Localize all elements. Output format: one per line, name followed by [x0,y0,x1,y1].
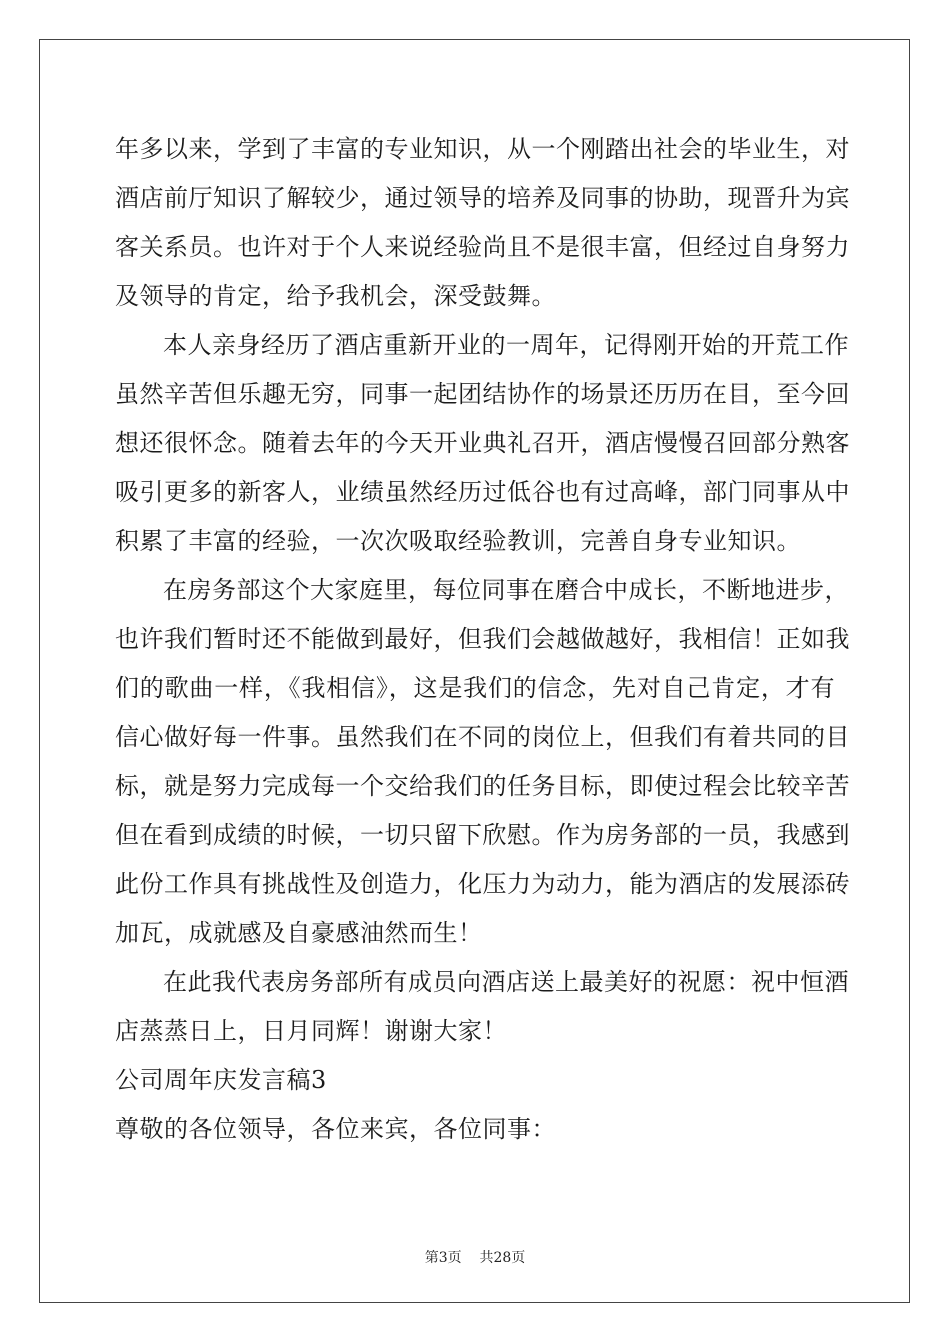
text-line: 也许我们暂时还不能做到最好，但我们会越做越好，我相信！正如我 [115,625,850,653]
page-number: 第3页 共28页 [424,1250,526,1266]
text-line: 积累了丰富的经验，一次次吸取经验教训，完善自身专业知识。 [115,527,801,555]
text-line: 本人亲身经历了酒店重新开业的一周年，记得刚开始的开荒工作 [163,331,849,359]
text-line: 酒店前厅知识了解较少，通过领导的培养及同事的协助，现晋升为宾 [115,184,850,212]
text-line: 吸引更多的新客人，业绩虽然经历过低谷也有过高峰，部门同事从中 [115,478,850,506]
text-line: 标，就是努力完成每一个交给我们的任务目标，即使过程会比较辛苦 [115,772,850,800]
text-line: 客关系员。也许对于个人来说经验尚且不是很丰富，但经过自身努力 [115,233,850,261]
document-body [115,130,850,1159]
text-line: 在房务部这个大家庭里，每位同事在磨合中成长，不断地进步， [163,576,849,604]
text-line: 及领导的肯定，给予我机会，深受鼓舞。 [115,282,556,310]
text-line: 们的歌曲一样，《我相信》，这是我们的信念，先对自己肯定，才有 [115,674,835,702]
text-line: 想还很怀念。随着去年的今天开业典礼召开，酒店慢慢召回部分熟客 [115,429,850,457]
salutation: 尊敬的各位领导，各位来宾，各位同事： [115,1115,556,1143]
text-line: 信心做好每一件事。虽然我们在不同的岗位上，但我们有着共同的目 [115,723,850,751]
text-line: 在此我代表房务部所有成员向酒店送上最美好的祝愿：祝中恒酒 [163,968,849,996]
text-line: 但在看到成绩的时候，一切只留下欣慰。作为房务部的一员，我感到 [115,821,850,849]
text-line: 虽然辛苦但乐趣无穷，同事一起团结协作的场景还历历在目，至今回 [115,380,850,408]
section-heading: 公司周年庆发言稿3 [115,1066,327,1094]
text-line: 此份工作具有挑战性及创造力，化压力为动力，能为酒店的发展添砖 [115,870,850,898]
text-line: 加瓦，成就感及自豪感油然而生！ [115,919,483,947]
text-line: 店蒸蒸日上，日月同辉！谢谢大家！ [115,1017,507,1045]
text-line: 年多以来，学到了丰富的专业知识，从一个刚踏出社会的毕业生，对 [115,135,850,163]
